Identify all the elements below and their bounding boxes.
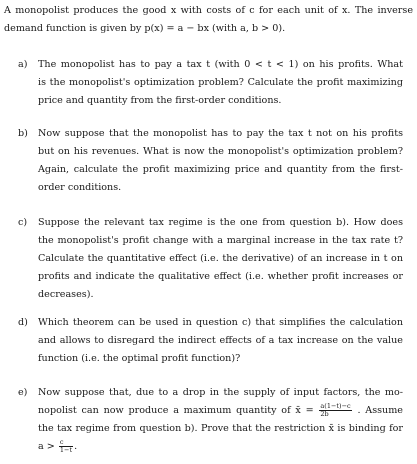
question-line: decreases). xyxy=(38,289,94,300)
question-text xyxy=(38,384,403,456)
question-label: c) xyxy=(18,217,28,228)
question-line: Now suppose that, due to a drop in the supply of input factors, the mo- xyxy=(38,387,403,398)
problem-intro xyxy=(4,2,413,38)
fraction-denominator: 1−t xyxy=(59,446,73,454)
question-line xyxy=(38,402,403,420)
question-line: but on his revenues. What is now the monopolist's optimization problem? xyxy=(38,146,403,157)
question-line: the monopolist's profit change with a marginal increase in the tax rate t? xyxy=(38,235,403,246)
question-label: d) xyxy=(18,317,28,328)
fraction-numerator: a(1−t)−c xyxy=(320,402,351,410)
max-quantity-fraction xyxy=(319,403,351,418)
question-text-fragment: . xyxy=(74,441,78,452)
question-line: and allows to disregard the indirect effects of a tax increase on the value xyxy=(38,335,403,346)
question-text-fragment: . Assume xyxy=(357,405,403,416)
question-line: Again, calculate the profit maximizing price and quantity from the first- xyxy=(38,164,403,175)
fraction-denominator: 2b xyxy=(320,410,329,418)
question-line: function (i.e. the optimal profit function)? xyxy=(38,353,241,364)
intro-line: demand function is given by p(x) = a − bx (with a, b > 0). xyxy=(4,23,286,34)
question-line xyxy=(38,438,403,456)
condition-fraction xyxy=(59,439,73,454)
question-text-fragment: a > xyxy=(38,441,55,452)
question-line: The monopolist has to pay a tax t (with 0 < t < 1) on his profits. What xyxy=(38,59,403,70)
question-label: a) xyxy=(18,59,28,70)
question-line: Suppose the relevant tax regime is the one from question b). How does xyxy=(38,217,403,228)
fraction-numerator: c xyxy=(59,439,73,447)
question-line: the tax regime from question b). Prove that the restriction x̄ is binding for xyxy=(38,423,403,434)
question-text xyxy=(38,125,403,197)
question-line: Which theorem can be used in question c) that simplifies the calculation xyxy=(38,317,403,328)
question-text xyxy=(38,314,403,368)
question-text-fragment: nopolist can now produce a maximum quantity of x̄ = xyxy=(38,405,314,416)
question-line: Calculate the quantitative effect (i.e. the derivative) of an increase in t on xyxy=(38,253,403,264)
intro-line: A monopolist produces the good x with costs of c for each unit of x. The inverse xyxy=(4,5,413,16)
question-line: profits and indicate the qualitative effect (i.e. whether profit increases or xyxy=(38,271,403,282)
question-line: price and quantity from the first-order conditions. xyxy=(38,95,282,106)
question-label: e) xyxy=(18,387,28,398)
question-text xyxy=(38,56,403,110)
question-line: Now suppose that the monopolist has to pay the tax t not on his profits xyxy=(38,128,403,139)
question-line: is the monopolist's optimization problem? Calculate the profit maximizing xyxy=(38,77,403,88)
question-line: order conditions. xyxy=(38,182,122,193)
question-label: b) xyxy=(18,128,28,139)
question-text xyxy=(38,214,403,304)
